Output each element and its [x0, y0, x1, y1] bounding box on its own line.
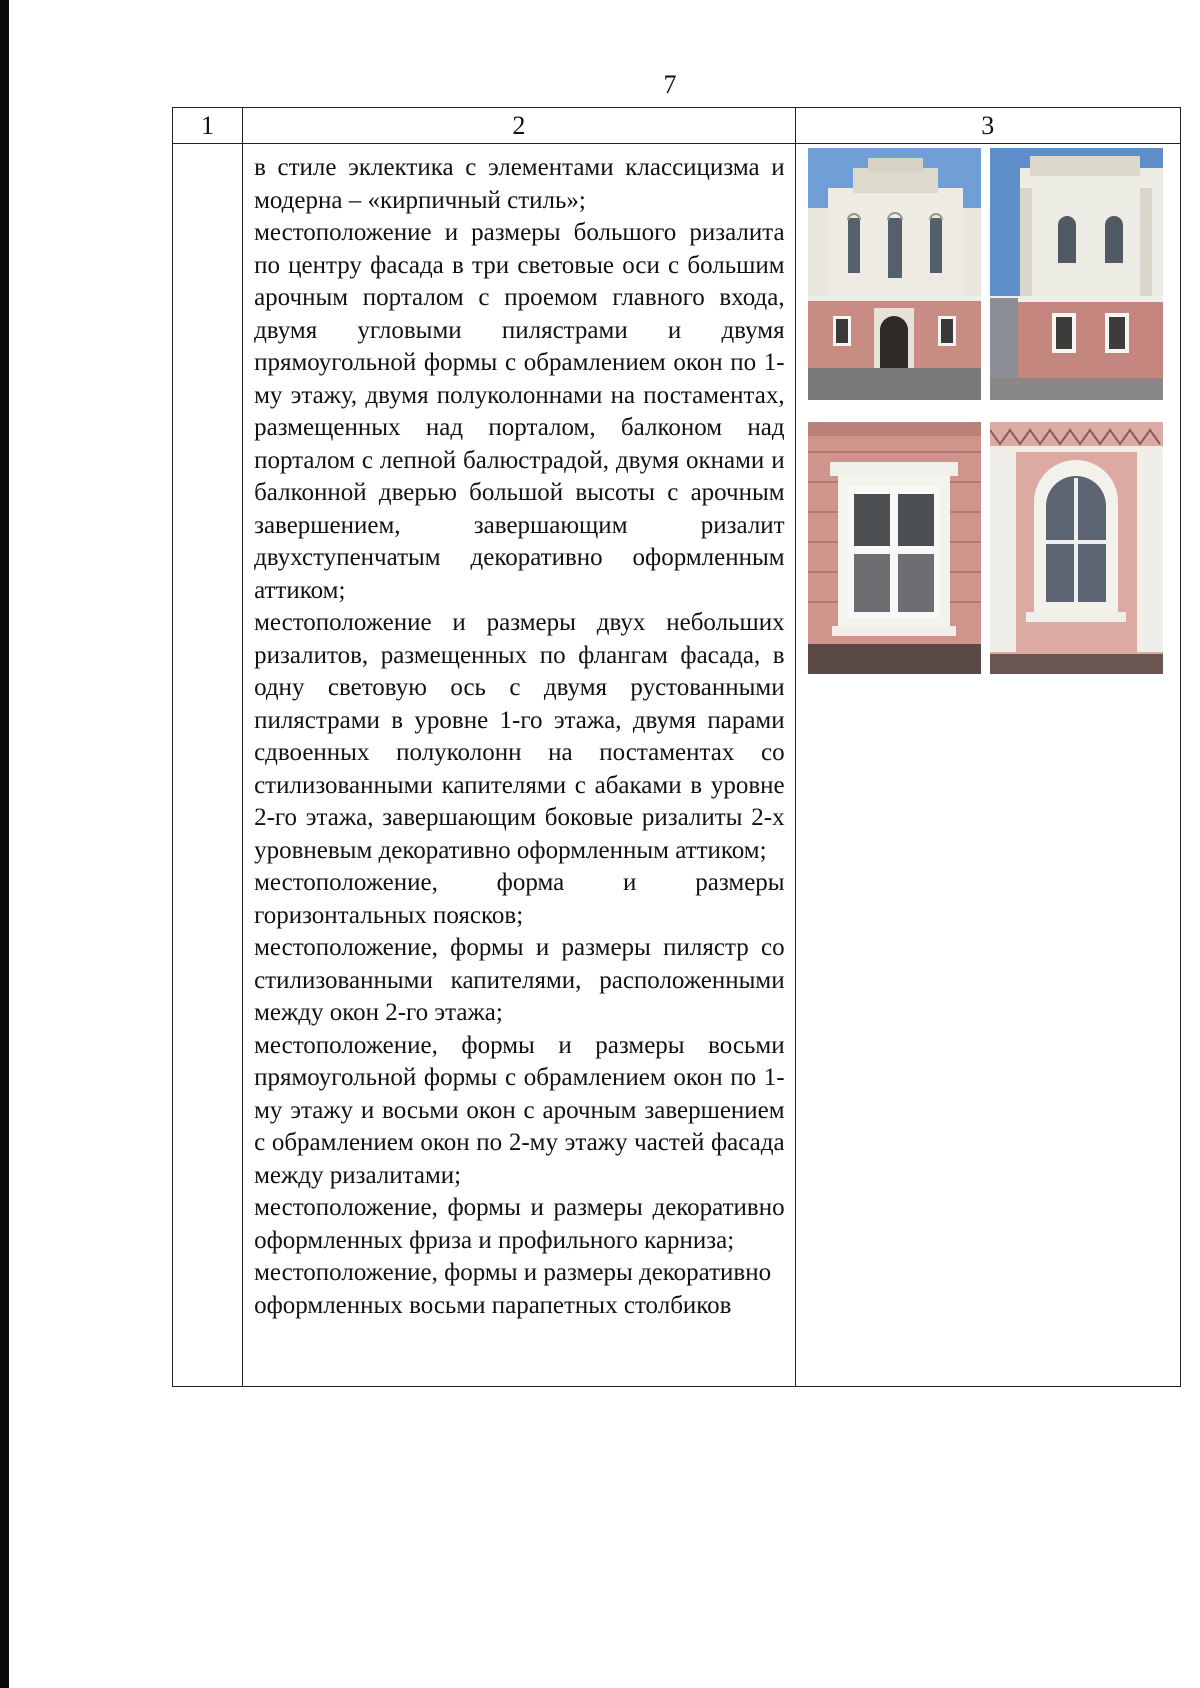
description-paragraph: местоположение, формы и размеры декоративно оформленных восьми парапетных столбиков — [254, 1259, 772, 1319]
table-row — [173, 144, 1181, 1387]
number-cell — [173, 144, 243, 1387]
description-paragraph: местоположение, форма и размеры горизонтальных поясков; — [254, 869, 785, 929]
description-paragraph: местоположение, формы и размеры восьми прямоугольной формы с обрамлением окон по 1-му этажу и восьми окон с арочным завершением с обрамлением окон по 2-му этажу частей фасада между ризалитами; — [254, 1031, 785, 1189]
photo-arched-window — [990, 422, 1163, 674]
description-paragraph: местоположение, формы и размеры декоративно оформленных фриза и профильного карниза; — [254, 1194, 785, 1254]
photo-window-detail — [808, 422, 981, 674]
photo-grid — [808, 148, 1170, 674]
description-cell — [243, 144, 796, 1387]
header-cell-2: 2 — [243, 108, 796, 144]
description-paragraph: местоположение и размеры двух небольших ризалитов, размещенных по флангам фасада, в одну световую ось с двумя рустованными пилястрами в уровне 1-го этажа, двумя парами сдвоенных полуколонн на постаментах со стилизованными капителями с абаками в уровне 2-го этажа, завершающим боковые ризалиты 2-х уровневым декоративно оформленным аттиком; — [254, 609, 785, 864]
description-paragraph: местоположение, формы и размеры пилястр со стилизованными капителями, расположенными между окон 2-го этажа; — [254, 934, 785, 1026]
photo-cell — [795, 144, 1180, 1387]
page-number: 7 — [663, 70, 677, 99]
header-cell-3: 3 — [795, 108, 1180, 144]
photo-side-risalit — [990, 148, 1163, 400]
header-row — [173, 108, 1181, 144]
header-cell-1: 1 — [173, 108, 243, 144]
scan-edge-bar — [0, 0, 9, 1688]
heritage-table — [172, 107, 1181, 1387]
description-paragraph: местоположение и размеры большого ризалита по центру фасада в три световые оси с большим арочным порталом с проемом главного входа, двумя угловыми пилястрами и двумя прямоугольной формы с обрамлением окон по 1-му этажу, двумя полуколоннами на постаментах, размещенных над порталом, балконом над порталом с лепной балюстрадой, двумя окнами и балконной дверью большой высоты с арочным завершением, завершающим ризалит двухступенчатым декоративно оформленным аттиком; — [254, 219, 785, 604]
description-paragraph: в стиле эклектика с элементами классицизма и модерна – «кирпичный стиль»; — [254, 154, 785, 214]
photo-central-risalit — [808, 148, 981, 400]
